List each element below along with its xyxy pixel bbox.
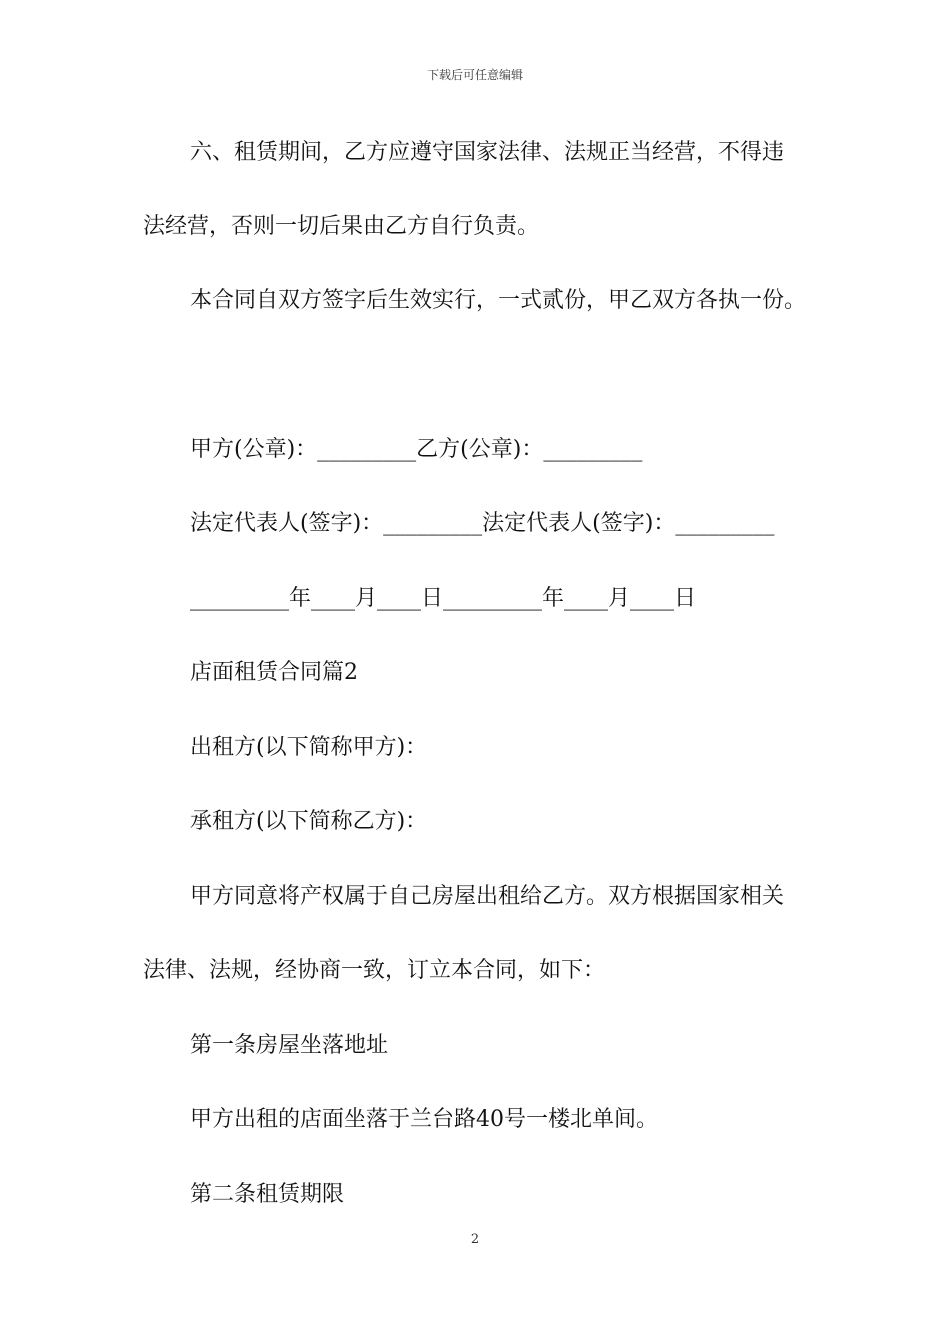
clause-six-line-2: 法经营，否则一切后果由乙方自行负责。	[143, 214, 540, 239]
clause-six-line-1: 六、租赁期间，乙方应遵守国家法律、法规正当经营，不得违	[190, 140, 785, 165]
article-one-heading: 第一条房屋坐落地址	[190, 1033, 389, 1058]
legal-representative-signature-line: 法定代表人(签字)：_________法定代表人(签字)：_________	[190, 511, 775, 536]
agreement-intro-line-1: 甲方同意将产权属于自己房屋出租给乙方。双方根据国家相关	[190, 884, 785, 909]
page-header-note: 下载后可任意编辑	[426, 68, 523, 82]
signing-date-line: _________年____月____日_________年____月____日	[190, 586, 697, 611]
party-seal-line: 甲方(公章)：_________乙方(公章)：_________	[190, 437, 643, 462]
agreement-intro-line-2: 法律、法规，经协商一致，订立本合同，如下：	[143, 958, 606, 983]
page-number: 2	[470, 1232, 480, 1247]
lessee-line: 承租方(以下简称乙方)：	[190, 809, 428, 834]
lessor-line: 出租方(以下简称甲方)：	[190, 735, 428, 760]
article-one-content: 甲方出租的店面坐落于兰台路40号一楼北单间。	[190, 1107, 658, 1132]
article-two-heading: 第二条租赁期限	[190, 1182, 345, 1207]
section-title: 店面租赁合同篇2	[190, 660, 358, 685]
effectiveness-statement: 本合同自双方签字后生效实行，一式贰份，甲乙双方各执一份。	[190, 288, 807, 313]
